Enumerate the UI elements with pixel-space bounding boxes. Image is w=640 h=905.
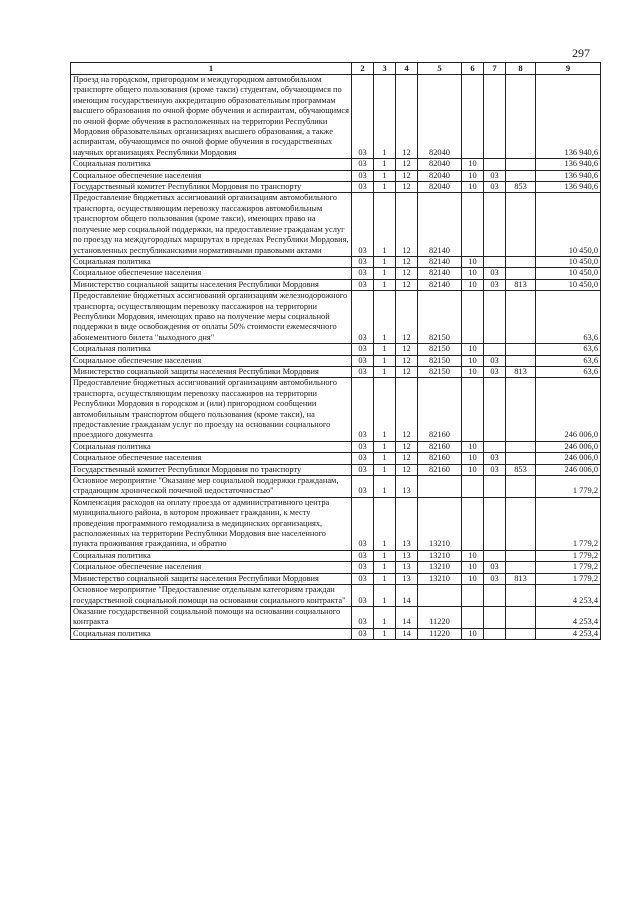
column-header: 4 <box>396 63 418 75</box>
amount-cell: 136 940,6 <box>536 170 601 181</box>
section-cell <box>462 291 484 344</box>
subsection-cell <box>484 628 506 639</box>
table-row <box>71 75 601 159</box>
column-header: 6 <box>462 63 484 75</box>
section-cell: 10 <box>462 344 484 355</box>
ministry-code-cell <box>506 585 536 607</box>
subsection-cell: 03 <box>484 279 506 290</box>
target-code-cell <box>418 585 462 607</box>
subsection-cell: 03 <box>484 366 506 377</box>
section-cell: 10 <box>462 562 484 573</box>
amount-cell: 10 450,0 <box>536 193 601 256</box>
amount-cell: 1 779,2 <box>536 497 601 550</box>
amount-cell: 63,6 <box>536 355 601 366</box>
amount-cell: 1 779,2 <box>536 550 601 561</box>
table-row <box>71 256 601 267</box>
section-cell: 10 <box>462 182 484 193</box>
amount-cell: 10 450,0 <box>536 256 601 267</box>
subsection-cell: 03 <box>484 355 506 366</box>
subsection-cell: 03 <box>484 268 506 279</box>
amount-cell: 136 940,6 <box>536 182 601 193</box>
table-row <box>71 355 601 366</box>
amount-cell: 10 450,0 <box>536 268 601 279</box>
table-row <box>71 193 601 256</box>
subprogram-code-cell: 13 <box>396 550 418 561</box>
row-name-cell: Социальное обеспечение населения <box>71 453 352 464</box>
target-code-cell: 82140 <box>418 256 462 267</box>
table-row <box>71 573 601 584</box>
section-code-cell: 03 <box>352 628 374 639</box>
section-code-cell: 03 <box>352 75 374 159</box>
ministry-code-cell: 813 <box>506 366 536 377</box>
target-code-cell: 82160 <box>418 441 462 452</box>
ministry-code-cell <box>506 562 536 573</box>
ministry-code-cell <box>506 170 536 181</box>
program-code-cell: 1 <box>374 585 396 607</box>
subsection-cell <box>484 75 506 159</box>
amount-cell: 136 940,6 <box>536 159 601 170</box>
target-code-cell: 82150 <box>418 355 462 366</box>
subprogram-code-cell: 12 <box>396 453 418 464</box>
subprogram-code-cell: 12 <box>396 193 418 256</box>
row-name-cell: Государственный комитет Республики Мордовия по транспорту <box>71 182 352 193</box>
ministry-code-cell <box>506 193 536 256</box>
ministry-code-cell <box>506 159 536 170</box>
row-name-cell: Государственный комитет Республики Мордовия по транспорту <box>71 464 352 475</box>
table-row <box>71 562 601 573</box>
table-row <box>71 268 601 279</box>
row-name-cell: Министерство социальной защиты населения Республики Мордовия <box>71 279 352 290</box>
section-code-cell: 03 <box>352 268 374 279</box>
subsection-cell <box>484 193 506 256</box>
subsection-cell: 03 <box>484 573 506 584</box>
section-code-cell: 03 <box>352 562 374 573</box>
row-name-cell: Социальная политика <box>71 256 352 267</box>
ministry-code-cell <box>506 268 536 279</box>
section-cell: 10 <box>462 628 484 639</box>
target-code-cell: 82160 <box>418 453 462 464</box>
table-row <box>71 344 601 355</box>
table-row <box>71 291 601 344</box>
section-cell: 10 <box>462 550 484 561</box>
target-code-cell: 13210 <box>418 562 462 573</box>
subprogram-code-cell: 12 <box>396 441 418 452</box>
amount-cell: 246 006,0 <box>536 453 601 464</box>
section-cell <box>462 378 484 441</box>
program-code-cell: 1 <box>374 628 396 639</box>
target-code-cell: 13210 <box>418 497 462 550</box>
ministry-code-cell <box>506 550 536 561</box>
section-code-cell: 03 <box>352 355 374 366</box>
row-name-cell: Компенсация расходов на оплату проезда от административного центра муниципального района, в котором проживает гражданин, к месту проведения программного гемодиализа в медицинских организациях, расположенных на территории Республики Мордовия вне населенного пункта проживания гражданина, и обратно <box>71 497 352 550</box>
target-code-cell: 13210 <box>418 550 462 561</box>
program-code-cell: 1 <box>374 355 396 366</box>
program-code-cell: 1 <box>374 268 396 279</box>
table-row <box>71 453 601 464</box>
section-code-cell: 03 <box>352 497 374 550</box>
program-code-cell: 1 <box>374 75 396 159</box>
page-number: 297 <box>572 46 590 60</box>
program-code-cell: 1 <box>374 159 396 170</box>
ministry-code-cell <box>506 355 536 366</box>
target-code-cell: 82160 <box>418 378 462 441</box>
amount-cell: 246 006,0 <box>536 378 601 441</box>
section-code-cell: 03 <box>352 606 374 628</box>
program-code-cell: 1 <box>374 573 396 584</box>
row-name-cell: Социальная политика <box>71 441 352 452</box>
program-code-cell: 1 <box>374 366 396 377</box>
section-cell <box>462 606 484 628</box>
section-cell <box>462 476 484 498</box>
subsection-cell <box>484 476 506 498</box>
subsection-cell <box>484 256 506 267</box>
target-code-cell: 82040 <box>418 170 462 181</box>
row-name-cell: Социальное обеспечение населения <box>71 355 352 366</box>
amount-cell: 246 006,0 <box>536 464 601 475</box>
target-code-cell: 82150 <box>418 291 462 344</box>
ministry-code-cell <box>506 453 536 464</box>
table-body <box>71 75 601 640</box>
subsection-cell: 03 <box>484 182 506 193</box>
target-code-cell: 82160 <box>418 464 462 475</box>
subprogram-code-cell: 12 <box>396 378 418 441</box>
program-code-cell: 1 <box>374 170 396 181</box>
ministry-code-cell <box>506 476 536 498</box>
column-header: 2 <box>352 63 374 75</box>
table-row <box>71 464 601 475</box>
amount-cell: 63,6 <box>536 366 601 377</box>
row-name-cell: Социальная политика <box>71 628 352 639</box>
section-cell <box>462 75 484 159</box>
ministry-code-cell: 853 <box>506 464 536 475</box>
subprogram-code-cell: 13 <box>396 476 418 498</box>
subsection-cell <box>484 606 506 628</box>
subsection-cell <box>484 378 506 441</box>
ministry-code-cell: 813 <box>506 279 536 290</box>
column-header: 8 <box>506 63 536 75</box>
section-cell: 10 <box>462 453 484 464</box>
target-code-cell: 82040 <box>418 159 462 170</box>
subprogram-code-cell: 12 <box>396 256 418 267</box>
section-cell <box>462 497 484 550</box>
amount-cell: 4 253,4 <box>536 585 601 607</box>
section-code-cell: 03 <box>352 453 374 464</box>
subprogram-code-cell: 12 <box>396 344 418 355</box>
program-code-cell: 1 <box>374 193 396 256</box>
amount-cell: 1 779,2 <box>536 573 601 584</box>
row-name-cell: Министерство социальной защиты населения Республики Мордовия <box>71 573 352 584</box>
subsection-cell: 03 <box>484 453 506 464</box>
table-row <box>71 366 601 377</box>
program-code-cell: 1 <box>374 441 396 452</box>
section-code-cell: 03 <box>352 378 374 441</box>
section-code-cell: 03 <box>352 476 374 498</box>
subsection-cell <box>484 291 506 344</box>
program-code-cell: 1 <box>374 550 396 561</box>
subsection-cell <box>484 550 506 561</box>
program-code-cell: 1 <box>374 476 396 498</box>
row-name-cell: Предоставление бюджетных ассигнований организациям автомобильного транспорта, осуществляющим перевозку пассажиров автомобильным транспортом общего пользования (кроме такси), имеющих право на получение мер социальной поддержки, на предоставление гражданам услуг по проезду на междугородных маршрутах в пределах Республики Мордовия, установленных республиканскими нормативными правовыми актами <box>71 193 352 256</box>
table-row <box>71 606 601 628</box>
ministry-code-cell <box>506 291 536 344</box>
section-code-cell: 03 <box>352 279 374 290</box>
table-row <box>71 550 601 561</box>
program-code-cell: 1 <box>374 497 396 550</box>
ministry-code-cell <box>506 497 536 550</box>
table-row <box>71 441 601 452</box>
row-name-cell: Предоставление бюджетных ассигнований организациям автомобильного транспорта, осуществляющим перевозку пассажиров на территории Республики Мордовия в городском и (или) пригородном сообщении автомобильным транспортом общего пользования (кроме такси), на предоставление гражданам услуг по проезду на основании социального проездного документа <box>71 378 352 441</box>
section-cell: 10 <box>462 268 484 279</box>
program-code-cell: 1 <box>374 256 396 267</box>
target-code-cell: 11220 <box>418 628 462 639</box>
section-code-cell: 03 <box>352 344 374 355</box>
section-cell: 10 <box>462 355 484 366</box>
amount-cell: 1 779,2 <box>536 476 601 498</box>
header-row <box>71 63 601 75</box>
subprogram-code-cell: 12 <box>396 355 418 366</box>
table-row <box>71 585 601 607</box>
subprogram-code-cell: 12 <box>396 268 418 279</box>
ministry-code-cell: 853 <box>506 182 536 193</box>
row-name-cell: Социальная политика <box>71 159 352 170</box>
program-code-cell: 1 <box>374 344 396 355</box>
column-header: 1 <box>71 63 352 75</box>
table-row <box>71 628 601 639</box>
target-code-cell: 82140 <box>418 193 462 256</box>
ministry-code-cell: 813 <box>506 573 536 584</box>
subsection-cell <box>484 441 506 452</box>
program-code-cell: 1 <box>374 606 396 628</box>
program-code-cell: 1 <box>374 453 396 464</box>
section-code-cell: 03 <box>352 573 374 584</box>
section-cell: 10 <box>462 159 484 170</box>
target-code-cell: 82040 <box>418 182 462 193</box>
target-code-cell: 82150 <box>418 344 462 355</box>
program-code-cell: 1 <box>374 378 396 441</box>
row-name-cell: Социальная политика <box>71 344 352 355</box>
section-cell: 10 <box>462 366 484 377</box>
target-code-cell: 82140 <box>418 268 462 279</box>
program-code-cell: 1 <box>374 464 396 475</box>
table-row <box>71 279 601 290</box>
section-code-cell: 03 <box>352 366 374 377</box>
section-code-cell: 03 <box>352 441 374 452</box>
row-name-cell: Предоставление бюджетных ассигнований организациям железнодорожного транспорта, осуществляющим перевозку пассажиров на территории Республики Мордовия, имеющих право на получение меры социальной поддержки в виде освобождения от оплаты 50% стоимости ежемесячного абонементного билета "выходного дня" <box>71 291 352 344</box>
table-row <box>71 497 601 550</box>
subsection-cell <box>484 585 506 607</box>
ministry-code-cell <box>506 628 536 639</box>
row-name-cell: Социальное обеспечение населения <box>71 170 352 181</box>
section-code-cell: 03 <box>352 170 374 181</box>
column-header: 9 <box>536 63 601 75</box>
subprogram-code-cell: 12 <box>396 159 418 170</box>
subsection-cell: 03 <box>484 562 506 573</box>
subprogram-code-cell: 12 <box>396 170 418 181</box>
section-cell: 10 <box>462 464 484 475</box>
target-code-cell: 13210 <box>418 573 462 584</box>
table-row <box>71 378 601 441</box>
row-name-cell: Проезд на городском, пригородном и междугородном автомобильном транспорте общего пользования (кроме такси) студентам, обучающимся по имеющим государственную аккредитацию образовательным программам высшего образования по очной форме обучения и аспирантам, обучающимся по очной форме обучения в расположенных на территории Республики Мордовия образовательных организациях высшего образования, а также аспирантам, обучающимся по очной форме обучения в государственных научных организациях Республики Мордовия <box>71 75 352 159</box>
subprogram-code-cell: 14 <box>396 606 418 628</box>
section-cell: 10 <box>462 573 484 584</box>
subsection-cell: 03 <box>484 170 506 181</box>
ministry-code-cell <box>506 378 536 441</box>
subprogram-code-cell: 12 <box>396 366 418 377</box>
row-name-cell: Основное мероприятие "Предоставление отдельным категориям граждан государственной социальной помощи на основании социального контракта" <box>71 585 352 607</box>
subprogram-code-cell: 14 <box>396 628 418 639</box>
column-header: 5 <box>418 63 462 75</box>
section-code-cell: 03 <box>352 256 374 267</box>
program-code-cell: 1 <box>374 562 396 573</box>
subprogram-code-cell: 12 <box>396 279 418 290</box>
ministry-code-cell <box>506 344 536 355</box>
ministry-code-cell <box>506 75 536 159</box>
row-name-cell: Социальное обеспечение населения <box>71 268 352 279</box>
subsection-cell <box>484 159 506 170</box>
row-name-cell: Социальное обеспечение населения <box>71 562 352 573</box>
table-row <box>71 170 601 181</box>
subsection-cell <box>484 344 506 355</box>
subprogram-code-cell: 12 <box>396 291 418 344</box>
amount-cell: 63,6 <box>536 344 601 355</box>
amount-cell: 1 779,2 <box>536 562 601 573</box>
section-code-cell: 03 <box>352 550 374 561</box>
subprogram-code-cell: 12 <box>396 464 418 475</box>
row-name-cell: Основное мероприятие "Оказание мер социальной поддержки гражданам, страдающим хронической почечной недостаточностью" <box>71 476 352 498</box>
section-code-cell: 03 <box>352 159 374 170</box>
section-code-cell: 03 <box>352 464 374 475</box>
amount-cell: 4 253,4 <box>536 606 601 628</box>
subprogram-code-cell: 13 <box>396 573 418 584</box>
section-cell: 10 <box>462 279 484 290</box>
program-code-cell: 1 <box>374 291 396 344</box>
section-cell <box>462 585 484 607</box>
amount-cell: 136 940,6 <box>536 75 601 159</box>
section-cell: 10 <box>462 441 484 452</box>
section-code-cell: 03 <box>352 182 374 193</box>
section-code-cell: 03 <box>352 291 374 344</box>
row-name-cell: Социальная политика <box>71 550 352 561</box>
budget-table <box>70 62 601 640</box>
table-row <box>71 182 601 193</box>
row-name-cell: Оказание государственной социальной помощи на основании социального контракта <box>71 606 352 628</box>
subsection-cell: 03 <box>484 464 506 475</box>
target-code-cell <box>418 476 462 498</box>
row-name-cell: Министерство социальной защиты населения Республики Мордовия <box>71 366 352 377</box>
program-code-cell: 1 <box>374 279 396 290</box>
column-header: 3 <box>374 63 396 75</box>
subprogram-code-cell: 13 <box>396 497 418 550</box>
program-code-cell: 1 <box>374 182 396 193</box>
target-code-cell: 82150 <box>418 366 462 377</box>
subprogram-code-cell: 13 <box>396 562 418 573</box>
target-code-cell: 11220 <box>418 606 462 628</box>
amount-cell: 10 450,0 <box>536 279 601 290</box>
amount-cell: 63,6 <box>536 291 601 344</box>
section-code-cell: 03 <box>352 585 374 607</box>
subsection-cell <box>484 497 506 550</box>
amount-cell: 4 253,4 <box>536 628 601 639</box>
subprogram-code-cell: 12 <box>396 182 418 193</box>
section-cell: 10 <box>462 170 484 181</box>
amount-cell: 246 006,0 <box>536 441 601 452</box>
table-row <box>71 476 601 498</box>
column-header: 7 <box>484 63 506 75</box>
subprogram-code-cell: 14 <box>396 585 418 607</box>
target-code-cell: 82040 <box>418 75 462 159</box>
target-code-cell: 82140 <box>418 279 462 290</box>
section-code-cell: 03 <box>352 193 374 256</box>
section-cell <box>462 193 484 256</box>
ministry-code-cell <box>506 606 536 628</box>
ministry-code-cell <box>506 441 536 452</box>
subprogram-code-cell: 12 <box>396 75 418 159</box>
table-row <box>71 159 601 170</box>
section-cell: 10 <box>462 256 484 267</box>
ministry-code-cell <box>506 256 536 267</box>
